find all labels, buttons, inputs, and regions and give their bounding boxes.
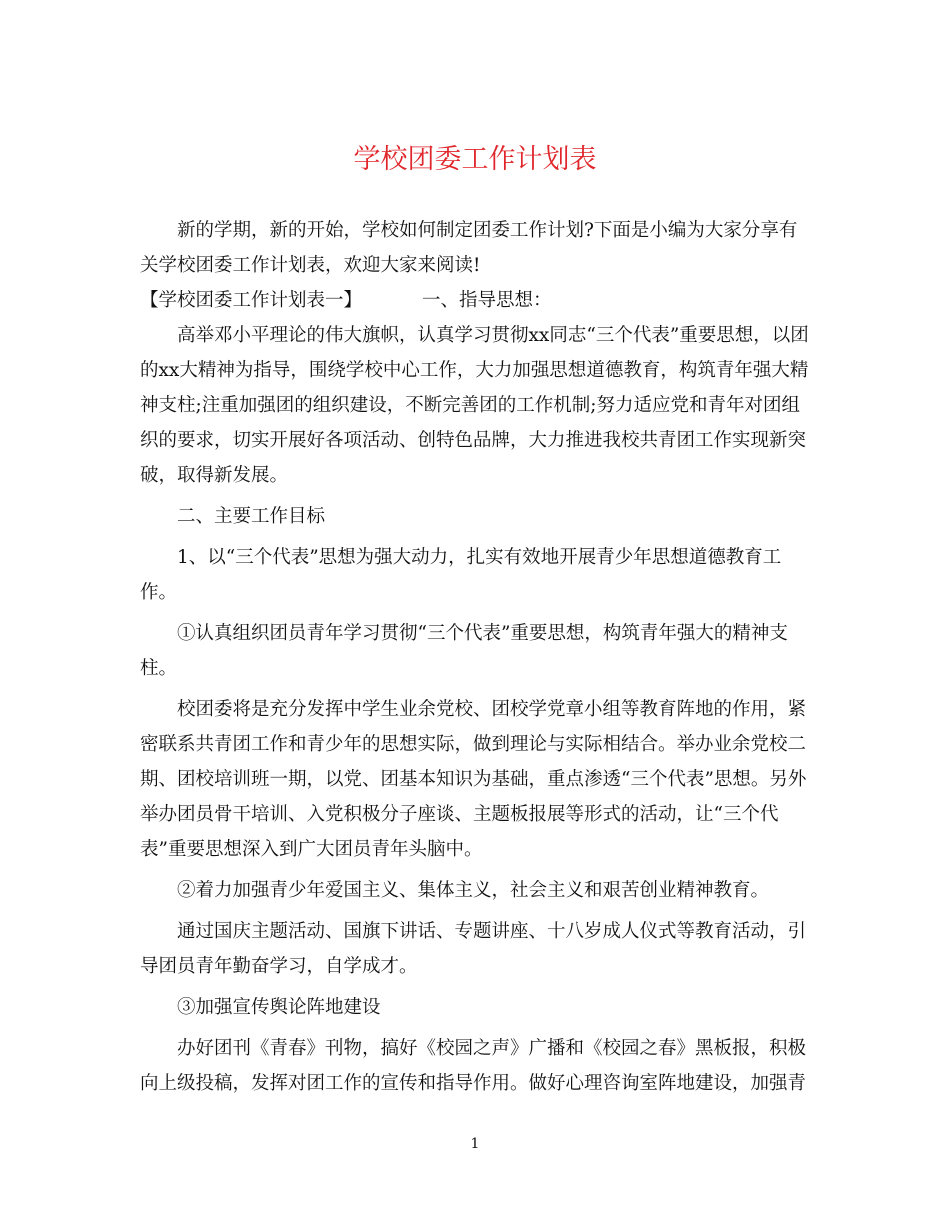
goal-1-item-2: ②着力加强青少年爱国主义、集体主义，社会主义和艰苦创业精神教育。 [177, 880, 770, 901]
party-school-paragraph: 校团委将是充分发挥中学生业余党校、团校学党章小组等教育阵地的作用，紧密联系共青团工作和青少年的思想实际，做到理论与实际相结合。举办业余党校二期、团校培训班一期，以党、团基本知识为基础，重点渗透“三个代表”思想。另外举办团员骨干培训、入党积极分子座谈、主题板报展等形式的活动，让“三个代表”重要思想深入到广大团员青年头脑中。 [140, 699, 807, 860]
document-body [140, 213, 812, 1101]
goal-1-paragraph: 1、以“三个代表”思想为强大动力，扎实有效地开展青少年思想道德教育工作。 [140, 547, 782, 603]
section-heading-line [140, 283, 812, 318]
intro-paragraph: 新的学期，新的开始，学校如何制定团委工作计划?下面是小编为大家分享有关学校团委工作计划表，欢迎大家来阅读! [140, 220, 798, 276]
document-title: 学校团委工作计划表 [353, 144, 597, 175]
page-number: 1 [470, 1136, 480, 1152]
activities-paragraph: 通过国庆主题活动、国旗下讲话、专题讲座、十八岁成人仪式等教育活动，引导团员青年勤奋学习，自学成才。 [140, 921, 807, 977]
goal-1-item-3: ③加强宣传舆论阵地建设 [177, 997, 381, 1018]
publicity-paragraph: 办好团刊《青春》刊物，搞好《校园之声》广播和《校园之春》黑板报，积极向上级投稿，发挥对团工作的宣传和指导作用。做好心理咨询室阵地建设，加强青 [140, 1038, 807, 1094]
goal-1-item-1: ①认真组织团员青年学习贯彻“三个代表”重要思想，构筑青年强大的精神支柱。 [140, 623, 788, 679]
plan-heading: 【学校团委工作计划表一】 [140, 290, 363, 311]
guiding-ideology-heading: 一、指导思想： [422, 290, 552, 311]
main-goals-heading: 二、主要工作目标 [177, 506, 326, 527]
guiding-ideology-paragraph: 高举邓小平理论的伟大旗帜，认真学习贯彻xx同志“三个代表”重要思想，以团的xx大精神为指导，围绕学校中心工作，大力加强思想道德教育，构筑青年强大精神支柱;注重加强团的组织建设，不断完善团的工作机制;努力适应党和青年对团组织的要求，切实开展好各项活动、创特色品牌，大力推进我校共青团工作实现新突破，取得新发展。 [140, 325, 809, 486]
